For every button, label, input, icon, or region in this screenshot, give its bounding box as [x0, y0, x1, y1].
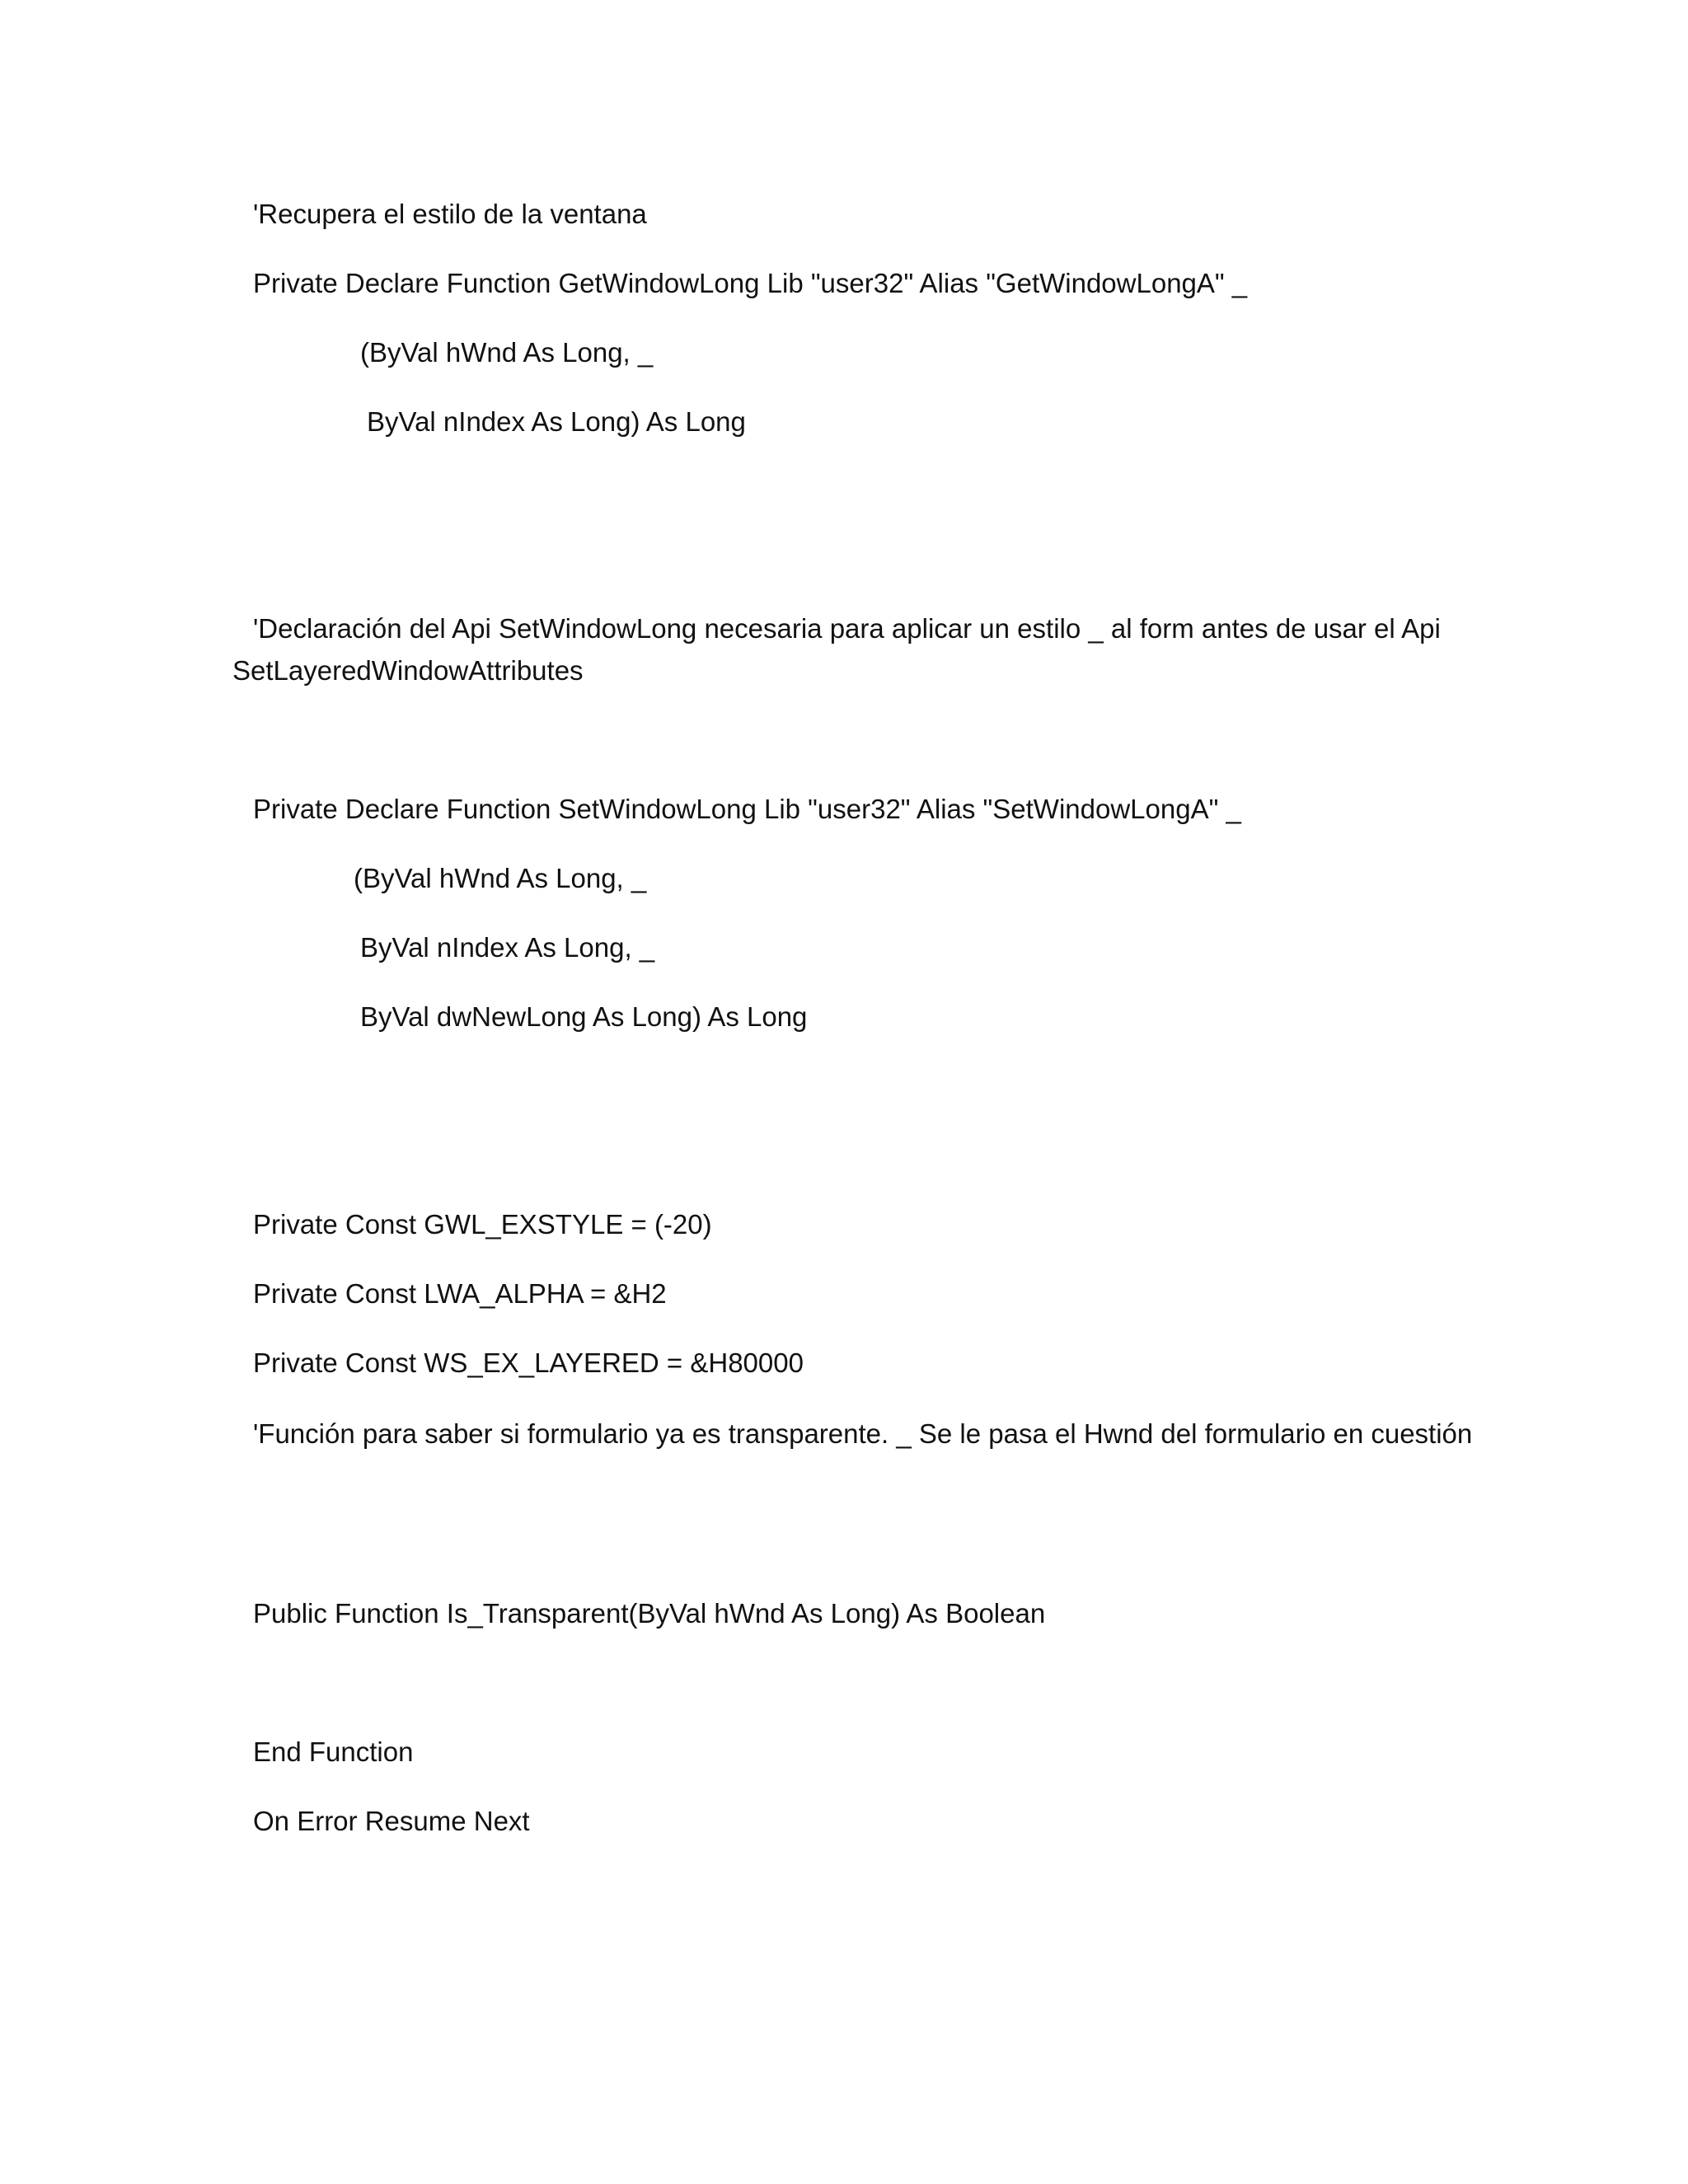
const-ws-ex-layered: Private Const WS_EX_LAYERED = &H80000: [253, 1347, 804, 1378]
comment-declaracion-text: 'Declaración del Api SetWindowLong necesaria para aplicar un estilo _ al form antes de usar el Api SetLayeredWindowAttributes: [232, 613, 1441, 686]
const-gwl-exstyle: Private Const GWL_EXSTYLE = (-20): [253, 1209, 712, 1240]
declare-getwindowlong: Private Declare Function GetWindowLong Lib "user32" Alias "GetWindowLongA" _: [253, 268, 1248, 298]
comment-funcion-text: 'Función para saber si formulario ya es transparente. _ Se le pasa el Hwnd del formulario en cuestión: [253, 1418, 1473, 1449]
comment-declaracion-setwindowlong: [232, 607, 1518, 691]
param-nindex-return: ByVal nIndex As Long) As Long: [367, 406, 746, 437]
comment-funcion-transparente: [232, 1413, 1518, 1455]
function-is-transparent: Public Function Is_Transparent(ByVal hWnd As Long) As Boolean: [253, 1598, 1046, 1629]
declare-setwindowlong: Private Declare Function SetWindowLong Lib "user32" Alias "SetWindowLongA" _: [253, 794, 1241, 824]
on-error-resume-next: On Error Resume Next: [253, 1806, 530, 1836]
param-dwnewlong: ByVal dwNewLong As Long) As Long: [360, 1001, 808, 1032]
param-hwnd-2: (ByVal hWnd As Long, _: [354, 863, 647, 893]
param-hwnd: (ByVal hWnd As Long, _: [360, 337, 654, 368]
comment-recupera-estilo: 'Recupera el estilo de la ventana: [253, 199, 647, 229]
end-function: End Function: [253, 1736, 414, 1767]
param-nindex-2: ByVal nIndex As Long, _: [360, 932, 655, 963]
const-lwa-alpha: Private Const LWA_ALPHA = &H2: [253, 1278, 667, 1309]
